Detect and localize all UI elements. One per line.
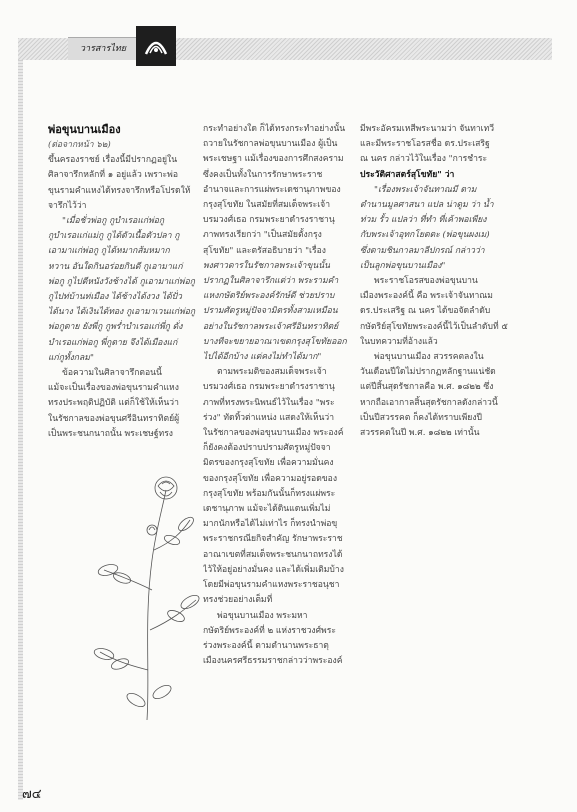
quote-line: อย่างในรัชกาลพระเจ้าศรีอินทราทิตย์ [203, 321, 339, 332]
column-line: พระเชษฐา แม้เรื่องของการศึกสงคราม [203, 154, 344, 165]
quote-line: ซึ่งตามชินกาลมาลีปกรณ์ กล่าวว่า [360, 245, 485, 256]
column-line: กระทำอย่างใด ก็ได้ทรงกระทำอย่างนั้น [203, 124, 346, 134]
column-line: วันเดือนปีใดไม่ปรากฏหลักฐานแน่ชัด [360, 367, 496, 378]
inscription-quote-line: เอามาแก่พ่อกู กูได้หมากส้มหมาก [48, 246, 170, 257]
article-title: พ่อขุนบานเมือง [48, 123, 121, 136]
column-line: ก็ยังคงต้องปราบปรามศัตรูหมู่ปัจจา [203, 443, 331, 454]
column-line: พ่อขุนบานเมือง พระมหา [217, 610, 308, 621]
column-line: ข้อความในศิลาจารึกตอนนี้ [62, 368, 162, 379]
column-line: เดชานุภาพ แม้จะได้ดินแดนเพิ่มไม่ [203, 504, 331, 515]
inscription-quote-line: พ่อกูตาย ยังพี่กู กูพร่ำบำเรอแก่พี่กู ดั่ง [48, 322, 183, 333]
column-line: ทรงช่วยอย่างเต็มที่ [203, 595, 273, 606]
quote-line: แหงกษัตริย์พระองค์รักษ์ดี ช่วยปราบ [203, 291, 335, 302]
quote-line: ปรามศัตรูหมู่ปัจจามิตรทั้งสามเหมือน [203, 306, 338, 317]
article-subtitle: (ต่อจากหน้า ๖๒) [48, 140, 111, 150]
column-line: ถวายในรัชกาลพ่อขุนบานเมือง ผู้เป็น [203, 139, 338, 150]
column-line: สุโขทัย" และตรัสอธิบายว่า "เรื่อง [203, 245, 326, 256]
column-line: ภาพที่ทรงพระนิพนธ์ไว้ในเรื่อง "พระ [203, 397, 335, 408]
column-line: แต่ปีสิ้นสุดรัชกาลคือ พ.ศ. ๑๘๒๒ ซึ่ง [360, 382, 494, 393]
column-line: ขุนรามคำแหงได้ทรงจารึกหรือโปรดให้ [48, 185, 191, 196]
column-line: พ่อขุนบานเมือง สวรรคตลงใน [374, 352, 484, 363]
column-line: กษัตริย์พระองค์ที่ ๒ แห่งราชวงศ์พระ [203, 625, 336, 636]
column-line: ขึ้นครองราชย์ เรื่องนี้มีปรากฏอยู่ใน [48, 155, 178, 166]
quote-line: ตำนานมูลศาสนา แปล น่าดูม ว่า น้ำ [360, 200, 494, 211]
column-line: พระราชโอรสของพ่อขุนบาน [374, 276, 478, 287]
column-line: บรมวงศ์เธอ กรมพระยาดำรงราชานุ [203, 215, 335, 226]
quote-line: ไปได้อีกบ้าง แต่คงไม่ทำได้มาก" [203, 352, 322, 363]
quote-line: "เรื่องพระเจ้าจันทาณมี ตาม [374, 184, 477, 195]
quote-line: บางทีจะขยายอาณาเขตกรุงสุโขทัยออก [203, 336, 347, 347]
column-line: ตามพระมติของสมเด็จพระเจ้า [217, 367, 327, 378]
column-line: เมืองพระองค์นี้ คือ พระเจ้าจันทาณม [360, 291, 493, 302]
column-line: บรมวงศ์เธอ กรมพระยาดำรงราชานุ [203, 382, 335, 393]
column-line: ทรงประพฤติปฏิบัติ แต่ก็ใช้ให้เห็นว่า [48, 398, 179, 409]
chakra-emblem-icon [136, 26, 176, 66]
column-line: เป็นปีสวรรคต ก็คงได้ทราบเพียงปี [360, 412, 482, 423]
rose-branch-illustration [92, 470, 202, 720]
column-line: ร่วงพระองค์นี้ ตามตำนานพระธาตุ [203, 640, 329, 651]
column-line: หากถือเอากาลสิ้นสุดรัชกาลดังกล่าวนี้ [360, 397, 498, 408]
column-line: ณ นคร กล่าวไว้ในเรื่อง "การชำระ [360, 154, 488, 165]
inscription-quote-line: พ่อกู กูไปตีหนังวังช้างได้ กูเอามาแก่พ่อกู [48, 276, 195, 287]
column-line: อำนาจและการแผ่พระเดชานุภาพของ [203, 184, 341, 195]
quote-line: ท่วม รั้ว แปลว่า ที่ทำ ที่เค้าพอเพียง [360, 215, 487, 226]
column-line: อาณาเขตที่สมเด็จพระชนกนาถทรงได้ [203, 549, 343, 560]
column-line: ร่วง" ทัดทิ้วต่าแหน่ง แสดงให้เห็นว่า [203, 412, 335, 423]
column-line: ภาพทรงเรียกว่า "เป็นสมัยตั้งกรุง [203, 230, 322, 241]
column-line: จารึกไว้ว่า [48, 200, 87, 211]
column-line: ในรัชกาลของพ่อขุนศรีอินทราทิตย์ผู้ [48, 413, 180, 424]
column-line: ซึ่งคงเป็นทั้งในการรักษาพระราช [203, 169, 323, 180]
quote-line: ปรากฏในศิลาจารึกแต่ว่า พระรามคำ [203, 276, 339, 287]
column-line: แม้จะเป็นเรื่องของพ่อขุนรามคำแหง [48, 383, 179, 394]
inscription-quote-line: "เมื่อชั่วพ่อกู กูบำเรอแก่พ่อกู [62, 216, 165, 227]
article-column-3 [360, 122, 510, 441]
inscription-quote-line: กูไปท่บ้านท่เมือง ได้ช้างได้งวง ได้ปั่ว [48, 292, 182, 303]
column-line: มีพระอัครมเหสีพระนามว่า จันทาเทวี [360, 124, 495, 134]
section-label: วารสารไทย [68, 37, 138, 60]
column-line: และมีพระราชโอรสชื่อ ดร.ประเสริฐ [360, 139, 490, 150]
inscription-quote-line: บำเรอแก่พ่อกู พี่กูตาย จึงได้เมืองแก่ [48, 337, 178, 348]
column-line: กษัตริย์สุโขทัยพระองค์นี้ไว้เป็นลำดับที่ ๕ [360, 321, 508, 332]
inscription-quote-line: แก่กูทั้งกลม" [48, 352, 94, 363]
left-decoration-bar [18, 60, 23, 800]
column-line: ประวัติศาสตร์สุโขทัย" ว่า [360, 169, 455, 180]
column-line: ศิลาจารึกหลักที่ ๑ อยู่แล้ว เพราะพ่อ [48, 170, 178, 181]
column-line: พระราชกรณียกิจสำคัญ รักษาพระราช [203, 534, 343, 545]
column-line: ในรัชกาลของพ่อขุนบานเมือง พระองค์ [203, 428, 344, 439]
article-column-2 [203, 122, 353, 669]
column-line: เป็นพระชนกนาถนั้น พระเชษฐ์ทรง [48, 428, 174, 439]
page-number: ๗๔ [22, 787, 42, 802]
article-column-1 [48, 122, 196, 442]
inscription-quote-line: กูบำเรอแก่แม่กู กูได้ตัวเนื้อตัวปลา กู [48, 231, 180, 242]
inscription-quote-line: ได้นาง ได้เงินได้ทอง กูเอามาเวนแก่พ่อกู [48, 307, 196, 318]
column-line: ในบทความที่อ้างแล้ว [360, 336, 438, 347]
column-line: ดร.ประเสริฐ ณ นคร ได้ขอจัดลำดับ [360, 306, 491, 317]
column-line: กรุงสุโขทัย ในสมัยที่สมเด็จพระเจ้า [203, 200, 331, 211]
quote-line: พงศาวดารในรัชกาลพระเจ้าขุนนั้น [203, 260, 330, 271]
column-line: มิตรของกรุงสุโขทัย เพื่อความมั่นคง [203, 458, 334, 469]
column-line: ไว้ให้อยู่อย่างมั่นคง และได้เพิ่มเติมบ้าง [203, 564, 344, 575]
column-line: กรุงสุโขทัย พร้อมกันนั้นก็ทรงแผ่พระ [203, 488, 336, 499]
column-line: เมืองนครศรีธรรมราชกล่าวว่าพระองค์ [203, 656, 343, 667]
column-line: มากนักหรือได้ไม่เท่าไร ก็ทรงนำพ่อขุ [203, 519, 338, 530]
column-line: สวรรคตในปี พ.ศ. ๑๘๒๒ เท่านั้น [360, 428, 480, 439]
column-line: ของกรุงสุโขทัย เพื่อความอยู่รอดของ [203, 473, 338, 484]
inscription-quote-line: หวาน อันใดกินอร่อยกินดี กูเอามาแก่ [48, 261, 183, 272]
quote-line: กับพระเจ้าอุทกโยตตะ (พ่อขุนผงเม) [360, 230, 490, 241]
column-line: โดยมีพ่อขุนรามคำแหงพระราชอนุชา [203, 580, 340, 591]
quote-line: เป็นลูกพ่อขุนบานเมือง" [360, 260, 446, 271]
